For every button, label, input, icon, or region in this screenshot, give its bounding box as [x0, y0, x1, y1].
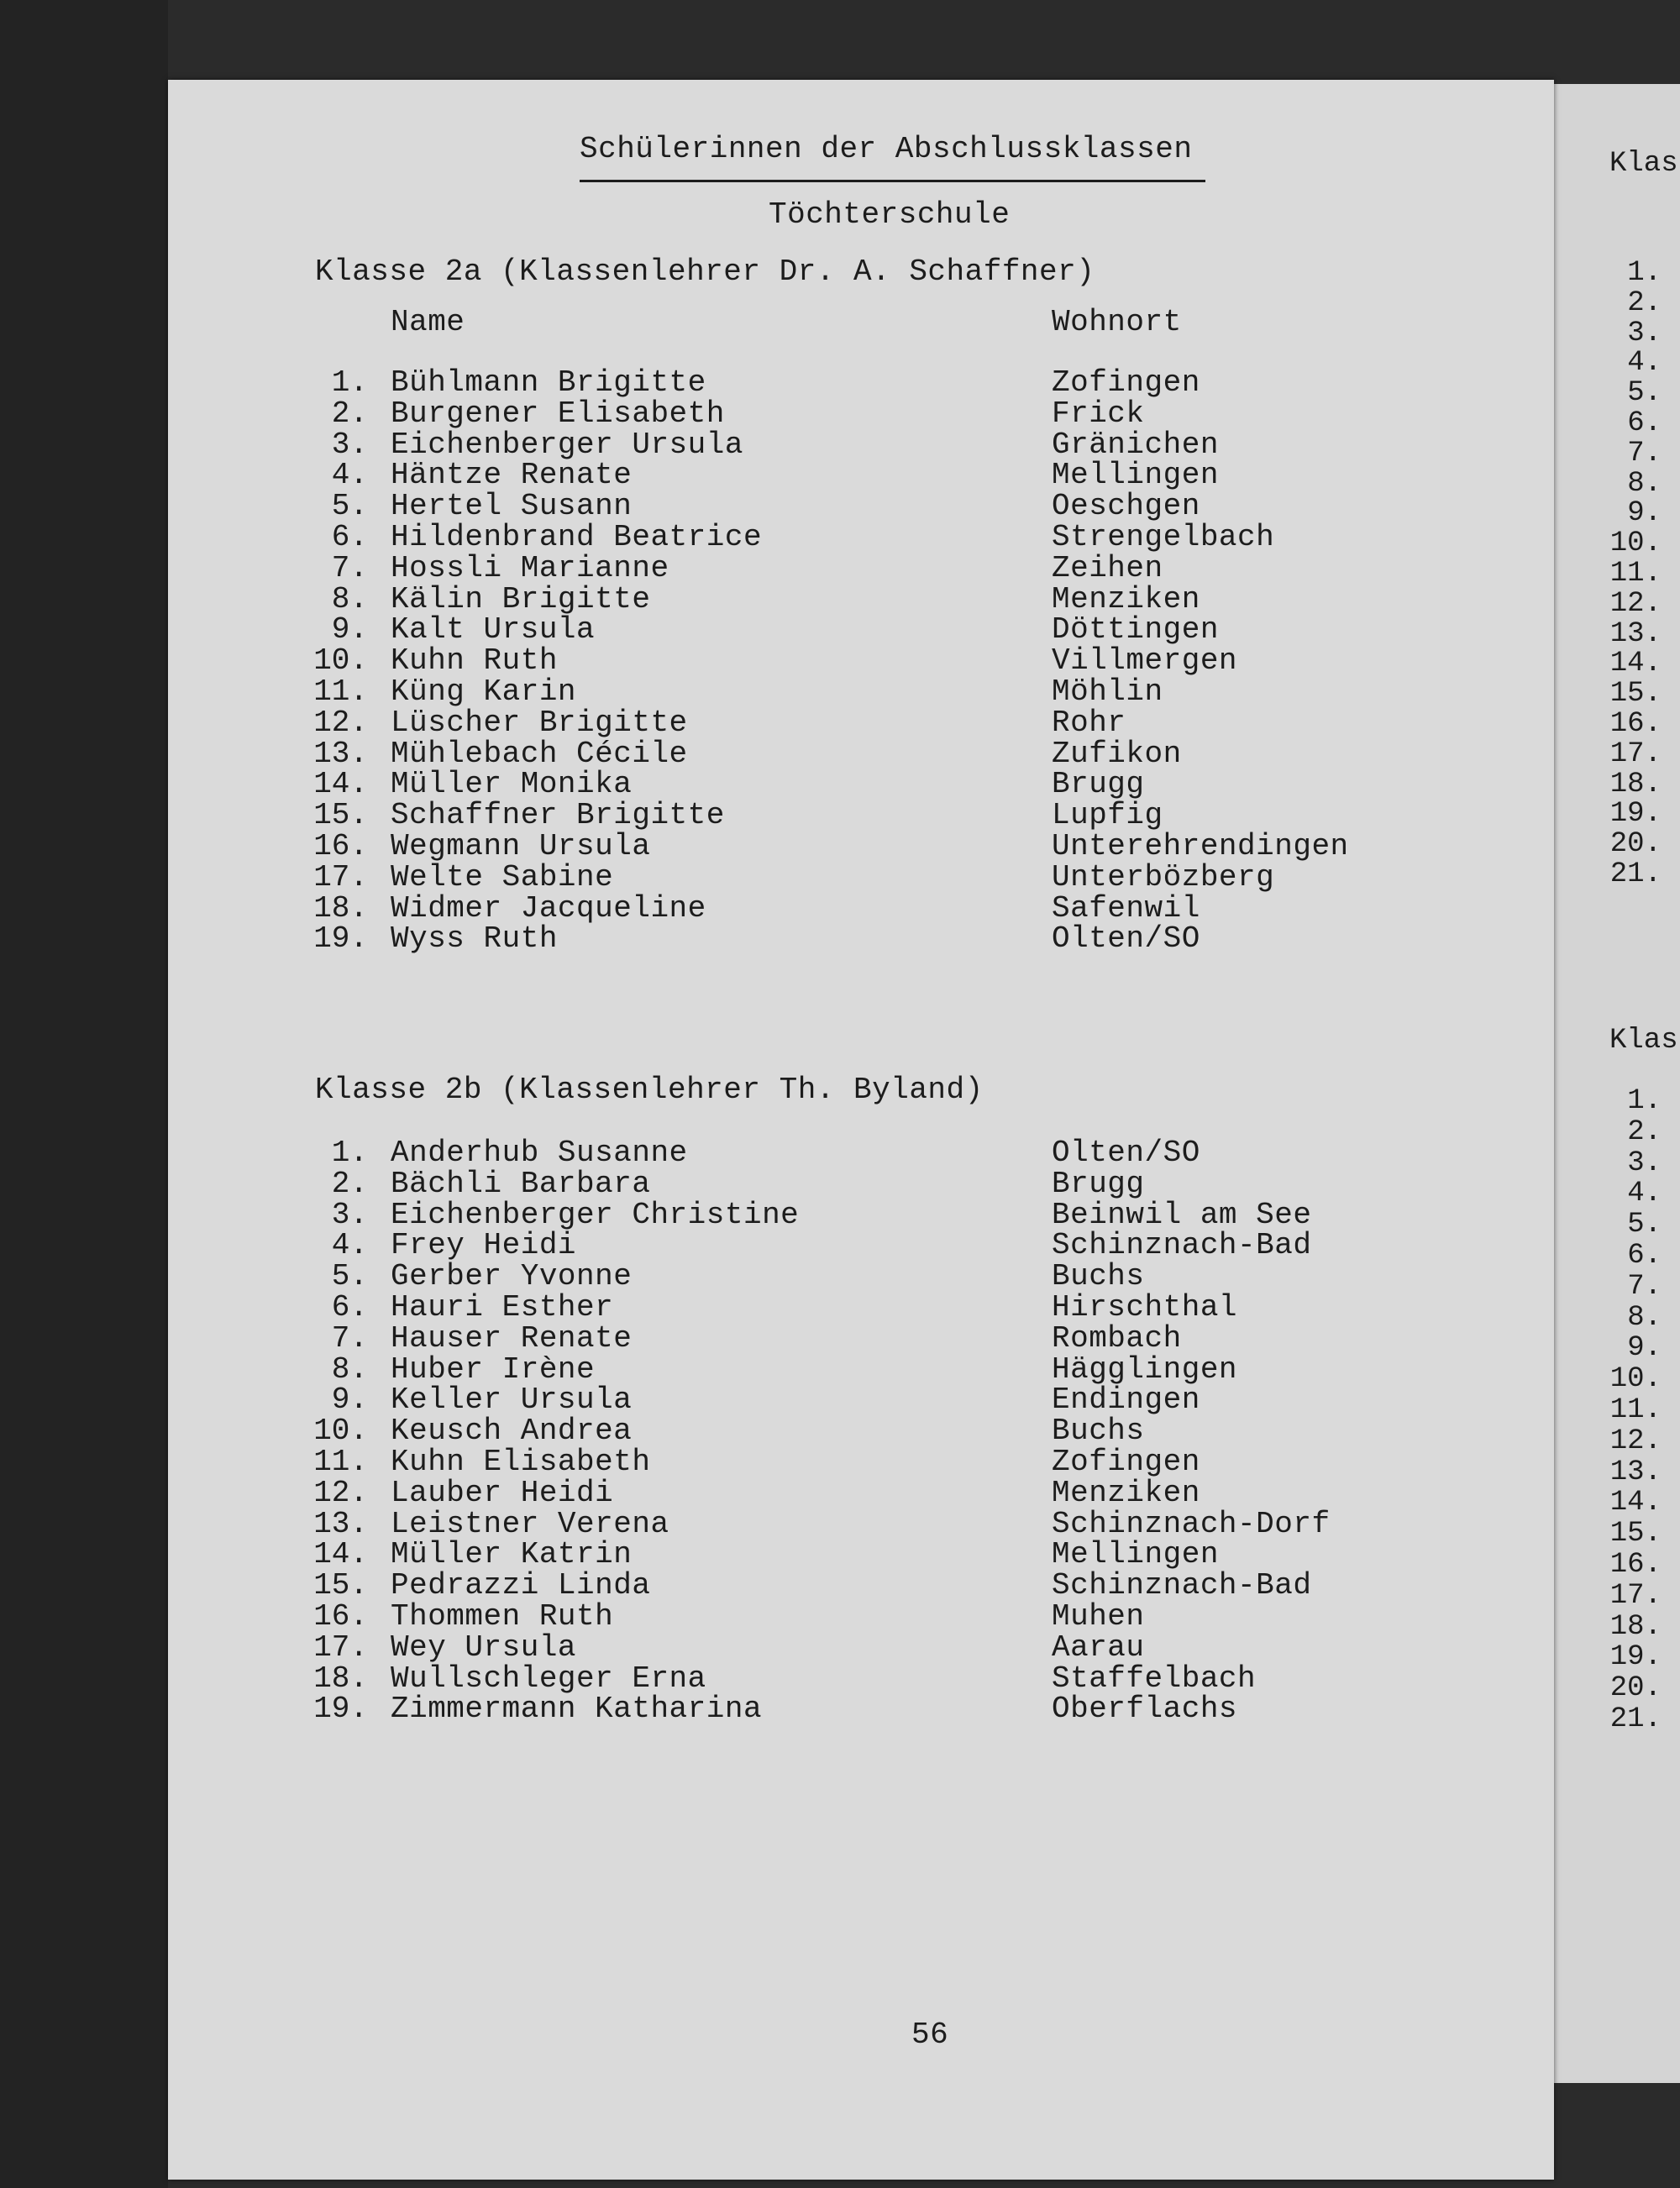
item-number: 5.	[331, 489, 368, 524]
residence: Frick	[1052, 396, 1145, 431]
residence: Strengelbach	[1052, 520, 1275, 554]
adjacent-item-number: 14.	[1609, 1487, 1662, 1519]
list-item	[0, 769, 1680, 800]
list-item	[0, 1166, 1680, 1201]
student-name: Küng Karin	[391, 674, 577, 709]
list-item	[0, 1351, 1680, 1387]
adjacent-item-number: 4.	[1627, 347, 1662, 380]
residence: Döttingen	[1052, 612, 1219, 648]
page-number: 56	[911, 2017, 949, 2052]
item-number: 5.	[331, 1259, 368, 1294]
adjacent-item-number: 8.	[1627, 467, 1662, 500]
item-number: 16.	[313, 829, 368, 863]
student-name: Keusch Andrea	[391, 1414, 633, 1449]
residence: Muhen	[1052, 1599, 1145, 1634]
adjacent-item-number: 10.	[1609, 527, 1662, 560]
adjacent-item-number: 4.	[1627, 1178, 1662, 1210]
adjacent-item-number: 15.	[1609, 1518, 1662, 1550]
residence: Zofingen	[1052, 365, 1200, 400]
residence: Buchs	[1052, 1259, 1145, 1294]
student-name: Bühlmann Brigitte	[391, 365, 706, 400]
residence: Aarau	[1052, 1629, 1145, 1665]
list-item	[0, 1568, 1680, 1603]
student-name: Pedrazzi Linda	[391, 1568, 651, 1603]
residence: Oeschgen	[1052, 489, 1200, 524]
student-name: Mühlebach Cécile	[391, 736, 688, 771]
adjacent-item-number: 16.	[1609, 708, 1662, 740]
title-underline	[580, 180, 1205, 182]
adjacent-item-number: 5.	[1627, 377, 1662, 410]
list-item	[0, 491, 1680, 522]
scan-background	[0, 0, 168, 2188]
item-number: 8.	[331, 581, 368, 617]
adjacent-item-number: 18.	[1609, 1610, 1662, 1643]
adjacent-item-number: 3.	[1627, 1146, 1662, 1179]
adjacent-item-number: 21.	[1609, 858, 1662, 890]
residence: Unterehrendingen	[1052, 829, 1349, 863]
item-number: 12.	[313, 705, 368, 740]
residence: Gränichen	[1052, 427, 1219, 462]
list-item	[0, 800, 1680, 831]
student-name: Leistner Verena	[391, 1506, 669, 1541]
student-name: Kälin Brigitte	[391, 581, 651, 617]
student-name: Thommen Ruth	[391, 1599, 614, 1634]
student-name: Anderhub Susanne	[391, 1136, 688, 1170]
student-name: Burgener Elisabeth	[391, 396, 725, 431]
item-number: 18.	[313, 1661, 368, 1696]
document-title: Schülerinnen der Abschlussklassen	[580, 132, 1193, 166]
list-item	[0, 1537, 1680, 1572]
adjacent-item-number: 12.	[1609, 587, 1662, 620]
adjacent-item-number: 7.	[1627, 1270, 1662, 1303]
list-item	[0, 1475, 1680, 1510]
item-number: 13.	[313, 736, 368, 771]
item-number: 4.	[331, 458, 368, 493]
adjacent-item-number: 8.	[1627, 1301, 1662, 1334]
list-item	[0, 365, 1680, 400]
residence: Schinznach-Bad	[1052, 1228, 1312, 1263]
item-number: 16.	[313, 1599, 368, 1634]
item-number: 14.	[313, 1537, 368, 1572]
adjacent-item-number: 17.	[1609, 1579, 1662, 1612]
residence: Schinznach-Dorf	[1052, 1506, 1331, 1541]
column-header-place: Wohnort	[1052, 305, 1182, 339]
item-number: 10.	[313, 643, 368, 679]
item-number: 10.	[313, 1414, 368, 1449]
adjacent-page-heading-top: Klas	[1609, 148, 1678, 180]
student-name: Wullschleger Erna	[391, 1661, 706, 1696]
adjacent-item-number: 2.	[1627, 286, 1662, 319]
list-item	[0, 1629, 1680, 1665]
student-name: Kalt Ursula	[391, 612, 596, 648]
adjacent-item-number: 21.	[1609, 1703, 1662, 1735]
student-name: Bächli Barbara	[391, 1166, 651, 1201]
adjacent-item-number: 15.	[1609, 678, 1662, 711]
residence: Oberflachs	[1052, 1692, 1238, 1727]
item-number: 6.	[331, 520, 368, 554]
residence: Buchs	[1052, 1414, 1145, 1449]
student-name: Welte Sabine	[391, 859, 614, 895]
item-number: 3.	[331, 1197, 368, 1232]
item-number: 11.	[313, 1445, 368, 1479]
list-item	[0, 1414, 1680, 1449]
student-name: Eichenberger Christine	[391, 1197, 800, 1232]
adjacent-item-number: 13.	[1609, 617, 1662, 650]
student-name: Hertel Susann	[391, 489, 633, 524]
list-item	[0, 1197, 1680, 1232]
list-item	[0, 460, 1680, 491]
list-item	[0, 396, 1680, 431]
item-number: 17.	[313, 1629, 368, 1665]
student-name: Müller Katrin	[391, 1537, 633, 1572]
list-item	[0, 1138, 1680, 1168]
adjacent-item-number: 18.	[1609, 768, 1662, 800]
item-number: 19.	[313, 1692, 368, 1727]
list-item	[0, 921, 1680, 957]
residence: Rohr	[1052, 705, 1126, 740]
adjacent-item-number: 10.	[1609, 1363, 1662, 1396]
list-item	[0, 1447, 1680, 1477]
item-number: 15.	[313, 798, 368, 833]
student-name: Kuhn Ruth	[391, 643, 558, 679]
adjacent-item-number: 7.	[1627, 437, 1662, 470]
item-number: 3.	[331, 427, 368, 462]
student-name: Häntze Renate	[391, 458, 633, 493]
residence: Olten/SO	[1052, 1136, 1200, 1170]
item-number: 2.	[331, 1166, 368, 1201]
residence: Zufikon	[1052, 736, 1182, 771]
item-number: 8.	[331, 1351, 368, 1387]
list-item	[0, 612, 1680, 648]
student-name: Widmer Jacqueline	[391, 890, 706, 926]
list-item	[0, 1259, 1680, 1294]
residence: Brugg	[1052, 767, 1145, 802]
adjacent-item-number: 9.	[1627, 1332, 1662, 1365]
student-name: Frey Heidi	[391, 1228, 577, 1263]
item-number: 12.	[313, 1475, 368, 1510]
list-item	[0, 427, 1680, 462]
item-number: 4.	[331, 1228, 368, 1263]
list-item	[0, 705, 1680, 740]
residence: Unterbözberg	[1052, 859, 1275, 895]
residence: Möhlin	[1052, 674, 1163, 709]
list-item	[0, 859, 1680, 895]
adjacent-item-number: 6.	[1627, 1240, 1662, 1272]
residence: Villmergen	[1052, 643, 1238, 679]
item-number: 17.	[313, 859, 368, 895]
list-item	[0, 828, 1680, 863]
class-2a-heading: Klasse 2a (Klassenlehrer Dr. A. Schaffner)	[315, 254, 1095, 289]
adjacent-item-number: 6.	[1627, 407, 1662, 439]
item-number: 18.	[313, 890, 368, 926]
item-number: 11.	[313, 674, 368, 709]
adjacent-item-number: 5.	[1627, 1209, 1662, 1241]
residence: Staffelbach	[1052, 1661, 1257, 1696]
adjacent-item-number: 1.	[1627, 257, 1662, 289]
list-item	[0, 674, 1680, 711]
list-item	[0, 522, 1680, 553]
item-number: 9.	[331, 1383, 368, 1418]
student-name: Wyss Ruth	[391, 921, 558, 957]
item-number: 13.	[313, 1506, 368, 1541]
student-name: Müller Monika	[391, 767, 633, 802]
residence: Zofingen	[1052, 1445, 1200, 1479]
item-number: 7.	[331, 1320, 368, 1356]
student-name: Lauber Heidi	[391, 1475, 614, 1510]
adjacent-item-number: 2.	[1627, 1115, 1662, 1148]
item-number: 1.	[331, 1136, 368, 1170]
class-2b-heading: Klasse 2b (Klassenlehrer Th. Byland)	[315, 1073, 984, 1107]
student-name: Gerber Yvonne	[391, 1259, 633, 1294]
residence: Beinwil am See	[1052, 1197, 1312, 1232]
list-item	[0, 643, 1680, 680]
adjacent-item-number: 19.	[1609, 1641, 1662, 1674]
list-item	[0, 1290, 1680, 1325]
list-item	[0, 550, 1680, 585]
residence: Zeihen	[1052, 550, 1163, 585]
residence: Endingen	[1052, 1383, 1200, 1418]
item-number: 15.	[313, 1568, 368, 1603]
student-name: Hauri Esther	[391, 1290, 614, 1325]
student-name: Lüscher Brigitte	[391, 705, 688, 740]
list-item	[0, 1383, 1680, 1418]
student-name: Wegmann Ursula	[391, 829, 651, 863]
document-subtitle: Töchterschule	[769, 197, 1011, 232]
residence: Lupfig	[1052, 798, 1163, 833]
adjacent-item-number: 20.	[1609, 828, 1662, 861]
residence: Rombach	[1052, 1320, 1182, 1356]
student-name: Hossli Marianne	[391, 550, 669, 585]
residence: Mellingen	[1052, 1537, 1219, 1572]
student-name: Hauser Renate	[391, 1320, 633, 1356]
adjacent-item-number: 9.	[1627, 497, 1662, 530]
student-name: Huber Irène	[391, 1351, 596, 1387]
item-number: 6.	[331, 1290, 368, 1325]
residence: Schinznach-Bad	[1052, 1568, 1312, 1603]
list-item	[0, 1661, 1680, 1696]
item-number: 14.	[313, 767, 368, 802]
student-name: Hildenbrand Beatrice	[391, 520, 763, 554]
adjacent-item-number: 14.	[1609, 648, 1662, 680]
student-name: Schaffner Brigitte	[391, 798, 725, 833]
item-number: 7.	[331, 550, 368, 585]
list-item	[0, 1320, 1680, 1356]
student-name: Kuhn Elisabeth	[391, 1445, 651, 1479]
column-header-name: Name	[391, 305, 465, 339]
residence: Brugg	[1052, 1166, 1145, 1201]
adjacent-item-number: 11.	[1609, 1394, 1662, 1426]
list-item	[0, 1506, 1680, 1541]
list-item	[0, 581, 1680, 617]
residence: Menziken	[1052, 581, 1200, 617]
student-name: Keller Ursula	[391, 1383, 633, 1418]
adjacent-item-number: 1.	[1627, 1085, 1662, 1117]
residence: Hirschthal	[1052, 1290, 1238, 1325]
adjacent-item-number: 3.	[1627, 317, 1662, 349]
adjacent-item-number: 12.	[1609, 1425, 1662, 1457]
list-item	[0, 1230, 1680, 1261]
student-name: Wey Ursula	[391, 1629, 577, 1665]
item-number: 2.	[331, 396, 368, 431]
adjacent-item-number: 20.	[1609, 1672, 1662, 1705]
adjacent-page-heading-bottom: Klas	[1609, 1025, 1678, 1057]
list-item	[0, 1692, 1680, 1727]
list-item	[0, 736, 1680, 771]
residence: Hägglingen	[1052, 1351, 1238, 1387]
adjacent-item-number: 17.	[1609, 737, 1662, 770]
adjacent-item-number: 13.	[1609, 1456, 1662, 1488]
adjacent-item-number: 19.	[1609, 798, 1662, 831]
residence: Olten/SO	[1052, 921, 1200, 957]
item-number: 9.	[331, 612, 368, 648]
item-number: 19.	[313, 921, 368, 957]
student-name: Eichenberger Ursula	[391, 427, 743, 462]
list-item	[0, 890, 1680, 926]
adjacent-item-number: 16.	[1609, 1549, 1662, 1581]
item-number: 1.	[331, 365, 368, 400]
student-name: Zimmermann Katharina	[391, 1692, 763, 1727]
residence: Mellingen	[1052, 458, 1219, 493]
residence: Safenwil	[1052, 890, 1200, 926]
list-item	[0, 1599, 1680, 1634]
adjacent-item-number: 11.	[1609, 558, 1662, 590]
residence: Menziken	[1052, 1475, 1200, 1510]
